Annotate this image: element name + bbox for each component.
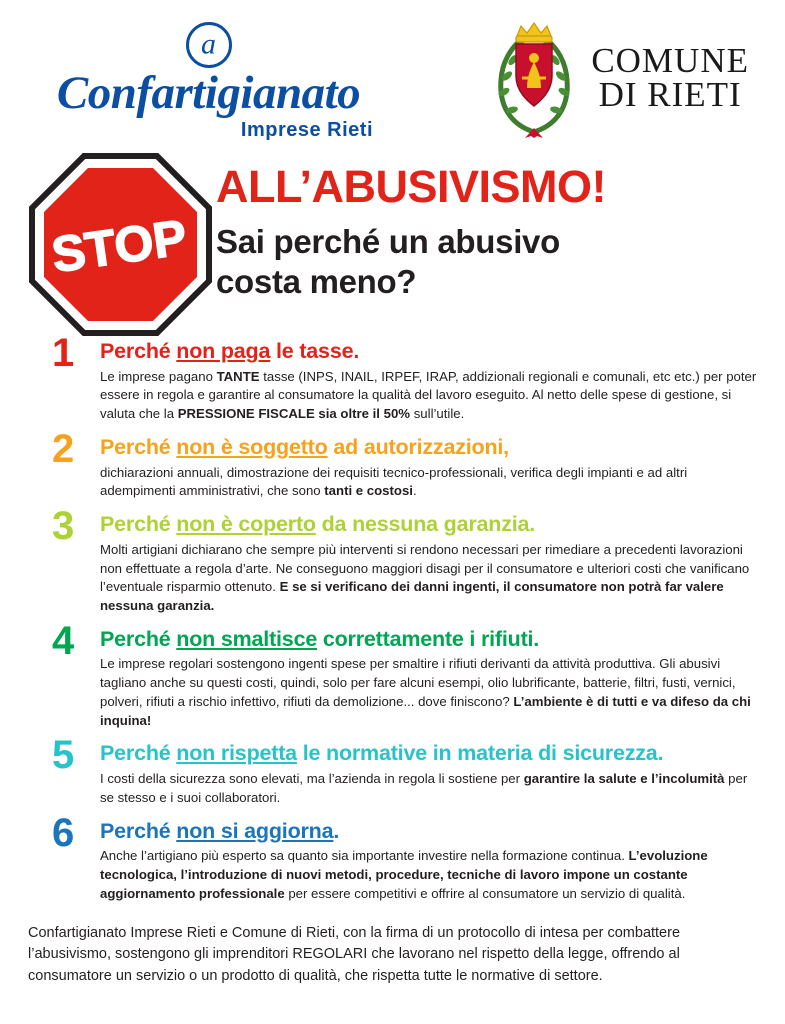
- reason-heading-underlined: non si aggiorna: [176, 818, 334, 843]
- reasons-list: [0, 331, 785, 904]
- comune-line2: DI RIETI: [598, 75, 742, 114]
- reason-item: [28, 618, 757, 731]
- reason-number: 1: [52, 331, 75, 375]
- reason-number: 2: [52, 426, 75, 471]
- confartigianato-name: Confartigianato: [56, 67, 361, 119]
- reason-heading-post: da nessuna garanzia.: [315, 512, 536, 537]
- comune-di-rieti-title: [591, 40, 749, 114]
- reason-heading: [100, 741, 757, 766]
- reason-item: [28, 504, 757, 616]
- reason-heading-pre: Perché: [100, 512, 177, 537]
- reason-heading-underlined: non è soggetto: [176, 434, 328, 459]
- reason-number: 4: [52, 618, 75, 663]
- reason-item: [28, 733, 757, 807]
- confartigianato-mark-letter: a: [201, 27, 216, 61]
- poster-footer: Confartigianato Imprese Rieti e Comune di Rieti, con la firma di un protocollo di intesa per combattere l’abusivismo, sostengono gli imprenditori REGOLARI che lavorano nel rispetto della legge, offrendo al consumatore un servizio o un prodotto di qualità, che rispetta tutte le normative di settore.: [28, 924, 681, 985]
- reason-heading-underlined: non smaltisce: [176, 626, 318, 651]
- reason-body: I costi della sicurezza sono elevati, ma l’azienda in regola li sostiene per garantire la salute e l’incolumità per se stesso e i suoi collaboratori.: [100, 771, 748, 805]
- comune-line1: COMUNE: [591, 40, 749, 80]
- reason-heading-underlined: non è coperto: [176, 512, 316, 537]
- comune-crest-icon: [491, 18, 577, 138]
- reason-heading-post: le tasse.: [270, 339, 360, 363]
- reason-heading-pre: Perché: [100, 434, 177, 459]
- poster-header: [0, 0, 785, 150]
- reason-heading-post: .: [333, 818, 340, 843]
- reason-number: 5: [52, 733, 75, 778]
- reason-number: 6: [52, 810, 75, 855]
- reason-heading-post: correttamente i rifiuti.: [317, 626, 540, 651]
- reason-body: dichiarazioni annuali, dimostrazione dei requisiti tecnico-professionali, verifica degli impianti e ad altri adempimenti amministrativi, che sono tanti e costosi.: [100, 464, 688, 499]
- reason-heading-pre: Perché: [100, 818, 177, 843]
- title-block: [0, 150, 785, 335]
- reason-item: [28, 426, 757, 501]
- reason-body: Anche l’artigiano più esperto sa quanto sia importante investire nella formazione continua. L’evoluzione tecnologica, l’introduzione di nuovi metodi, procedure, tecniche di lavoro impone un costante aggiornamento professionale per essere competitivi e offrire al consumatore un servizio di qualità.: [100, 848, 708, 901]
- poster-subtitle-line1: Sai perché un abusivo: [216, 223, 560, 260]
- reason-item: [28, 810, 757, 904]
- poster-subtitle-line2: costa meno?: [216, 263, 417, 301]
- confartigianato-subtitle: Imprese Rieti: [240, 118, 373, 141]
- reason-heading: [100, 435, 757, 460]
- reason-heading: [100, 819, 757, 844]
- reason-heading: [100, 339, 757, 364]
- reason-heading-pre: Perché: [100, 626, 177, 651]
- comune-di-rieti-logo: [491, 18, 749, 138]
- poster-title: ALL’ABUSIVISMO!: [216, 161, 607, 212]
- confartigianato-logo: [36, 22, 381, 142]
- reason-heading: [100, 512, 757, 537]
- reason-heading-underlined: non rispetta: [176, 741, 297, 766]
- stop-sign-icon: [28, 152, 213, 337]
- reason-heading-post: le normative in materia di sicurezza.: [296, 741, 664, 766]
- reason-number: 3: [52, 504, 75, 549]
- reason-heading-pre: Perché: [100, 741, 177, 766]
- poster-subtitle: [216, 222, 560, 303]
- confartigianato-mark-icon: [186, 22, 232, 68]
- reason-heading: [100, 627, 757, 652]
- svg-text:STOP: STOP: [48, 208, 191, 284]
- reason-heading-underlined: non paga: [176, 339, 271, 363]
- reason-item: [28, 331, 757, 424]
- reason-body: Le imprese pagano TANTE tasse (INPS, INAIL, IRPEF, IRAP, addizionali regionali e comunali, etc etc.) per poter essere in regola e garantire al consumatore la qualità del lavoro eseguito. Al netto delle spese di gestione, si valuta che la PRESSIONE FISCALE sia oltre il 50% sull’utile.: [100, 368, 757, 422]
- reason-heading-pre: Perché: [100, 339, 177, 363]
- reason-body: Le imprese regolari sostengono ingenti spese per smaltire i rifiuti derivanti da attività produttiva. Gli abusivi tagliano anche su questi costi, quindi, solo per fare alcuni esempi, olio lubrificante, batterie, filtri, fusti, vernici, polveri, rifiuti a rischio infettivo, rifiuti da demolizione... dove finiscono? L’ambiente è di tutti e va difeso da chi inquina!: [100, 656, 751, 728]
- reason-heading-post: ad autorizzazioni,: [327, 434, 509, 459]
- reason-body: Molti artigiani dichiarano che sempre più interventi si rendono necessari per rimediare a precedenti lavorazioni non effettuate a regola d’arte. Ne conseguono maggiori disagi per il consumatore e ulteriori costi che vanificano l’eventuale risparmio ottenuto. E se si verificano dei danni ingenti, il consumatore non potrà far valere nessuna garanzia.: [100, 541, 750, 614]
